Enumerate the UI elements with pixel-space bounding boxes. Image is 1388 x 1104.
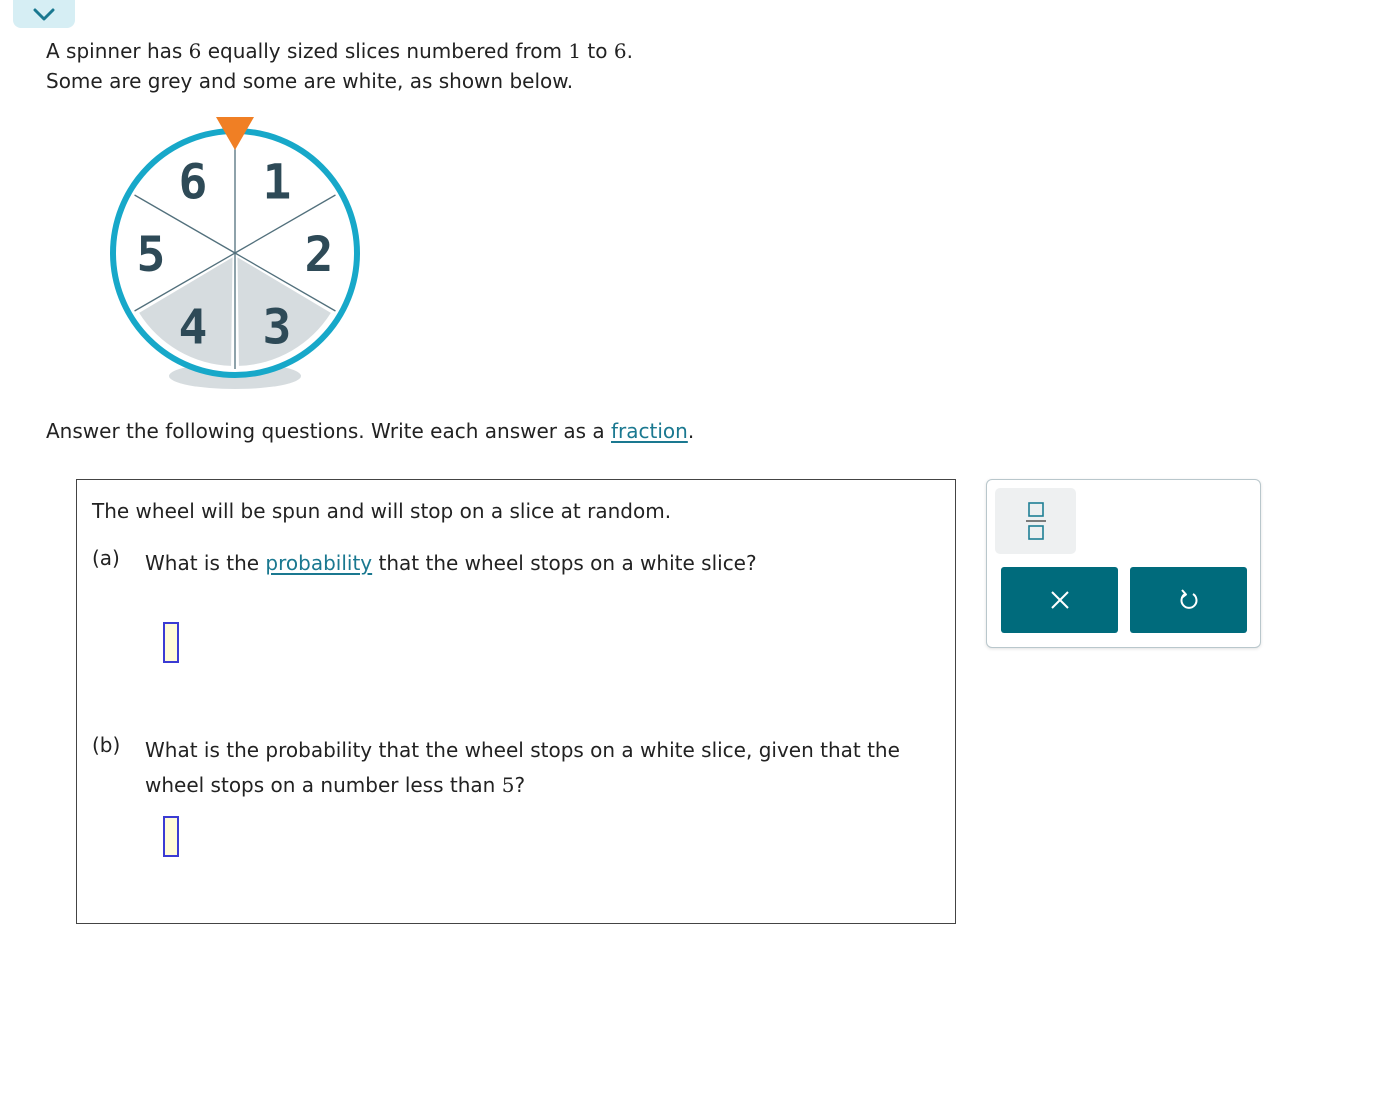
probability-link[interactable]: probability [265,551,373,575]
question-b-label: (b) [92,733,121,757]
question-a-label: (a) [92,546,120,570]
fraction-template-button[interactable] [995,488,1076,554]
undo-icon [1178,588,1200,612]
clear-button[interactable] [1001,567,1118,633]
math-toolbox [986,479,1261,648]
threshold-number: 5 [501,773,515,797]
fraction-link[interactable]: fraction [611,419,688,443]
intro-line-1: A spinner has 6 equally sized slices numbered from 1 to 6. [46,39,633,63]
range-start: 1 [568,39,582,63]
question-a [92,546,945,581]
intro-line-2: Some are grey and some are white, as shown below. [46,69,574,93]
spinner-slice-label: 6 [178,154,208,211]
problem-intro [46,36,633,96]
spinner-slice-label: 2 [304,227,334,283]
collapse-toggle-button[interactable] [13,0,75,28]
question-a-text: What is the probability that the wheel stops on a white slice? [145,551,757,575]
range-end: 6 [613,39,627,63]
answer-b-input[interactable] [163,816,179,857]
question-b-text: What is the probability that the wheel stops on a white slice, given that the wheel stops on a number less than 5? [145,738,900,797]
undo-button[interactable] [1130,567,1247,633]
spinner-slice-label: 3 [262,299,292,356]
fraction-template-icon [1024,501,1048,541]
chevron-down-icon [32,8,56,22]
answer-a-input[interactable] [163,622,179,663]
slice-count: 6 [188,39,202,63]
question-box [76,479,956,924]
spinner-slice-label: 5 [136,227,166,283]
instructions: Answer the following questions. Write each answer as a fraction. [46,419,695,443]
spinner-wheel [100,110,370,395]
question-intro: The wheel will be spun and will stop on a slice at random. [92,499,672,523]
close-icon [1050,590,1070,610]
spinner-slice-label: 1 [262,154,292,211]
spinner-slice-label: 4 [178,299,208,356]
question-b [92,733,945,803]
